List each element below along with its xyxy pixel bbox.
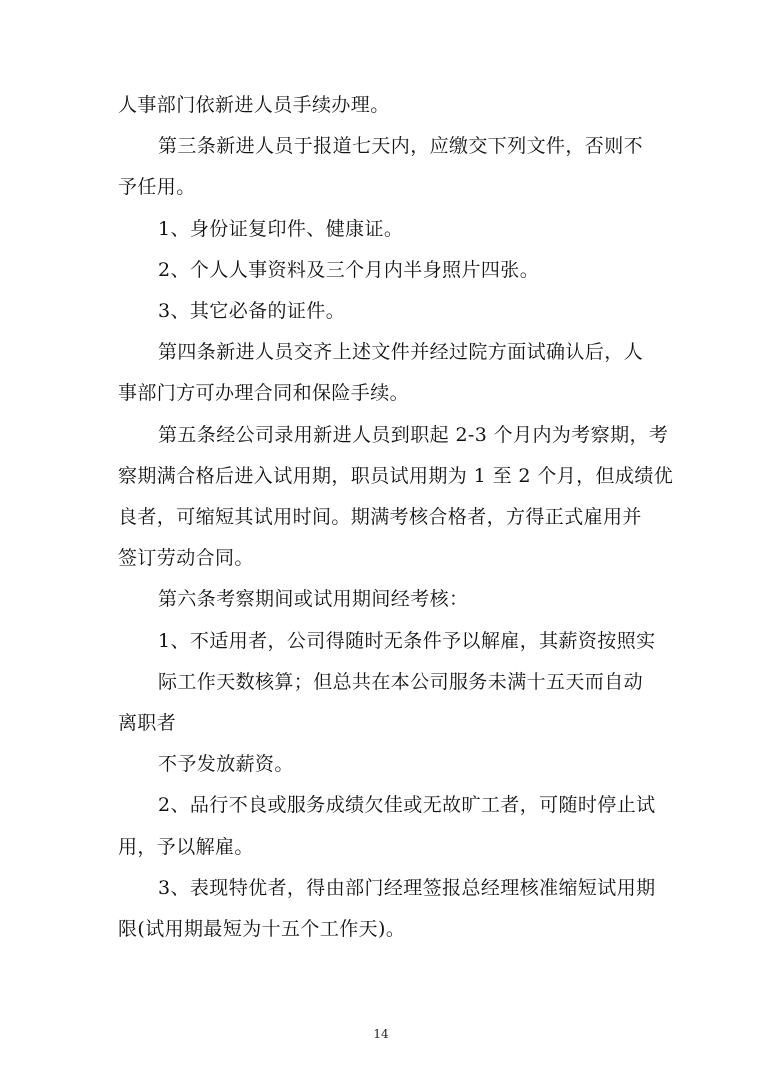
list-item-line: 1、不适用者，公司得随时无条件予以解雇，其薪资按照实 <box>158 630 656 652</box>
list-item-line: 3、其它必备的证件。 <box>158 300 346 322</box>
list-item-line: 离职者 <box>118 712 177 734</box>
paragraph-line: 第六条考察期间或试用期间经考核： <box>158 588 469 610</box>
list-item-line: 1、身份证复印件、健康证。 <box>158 218 404 240</box>
paragraph-line: 察期满合格后进入试用期，职员试用期为 1 至 2 个月，但成绩优 <box>118 465 674 487</box>
paragraph-line: 予任用。 <box>118 176 196 198</box>
list-item-line: 2、品行不良或服务成绩欠佳或无故旷工者，可随时停止试 <box>158 794 656 816</box>
paragraph-line: 良者，可缩短其试用时间。期满考核合格者，方得正式雇用并 <box>118 506 642 528</box>
list-item-line: 2、个人人事资料及三个月内半身照片四张。 <box>158 259 540 281</box>
list-item-line: 3、表现特优者，得由部门经理签报总经理核准缩短试用期 <box>158 877 656 899</box>
list-item-line: 用，予以解雇。 <box>118 836 254 858</box>
paragraph-line: 签订劳动合同。 <box>118 547 254 569</box>
list-item-line: 限(试用期最短为十五个工作天)。 <box>118 918 406 940</box>
paragraph-line: 事部门方可办理合同和保险手续。 <box>118 382 410 404</box>
page-number: 14 <box>373 1027 389 1041</box>
list-item-line: 际工作天数核算；但总共在本公司服务未满十五天而自动 <box>158 671 644 693</box>
paragraph-line: 人事部门依新进人员手续办理。 <box>118 94 390 116</box>
paragraph-line: 第三条新进人员于报道七天内，应缴交下列文件，否则不 <box>158 135 644 157</box>
paragraph-line: 第五条经公司录用新进人员到职起 2-3 个月内为考察期，考 <box>158 424 669 446</box>
paragraph-line: 第四条新进人员交齐上述文件并经过院方面试确认后，人 <box>158 341 644 363</box>
list-item-line: 不予发放薪资。 <box>158 753 294 775</box>
